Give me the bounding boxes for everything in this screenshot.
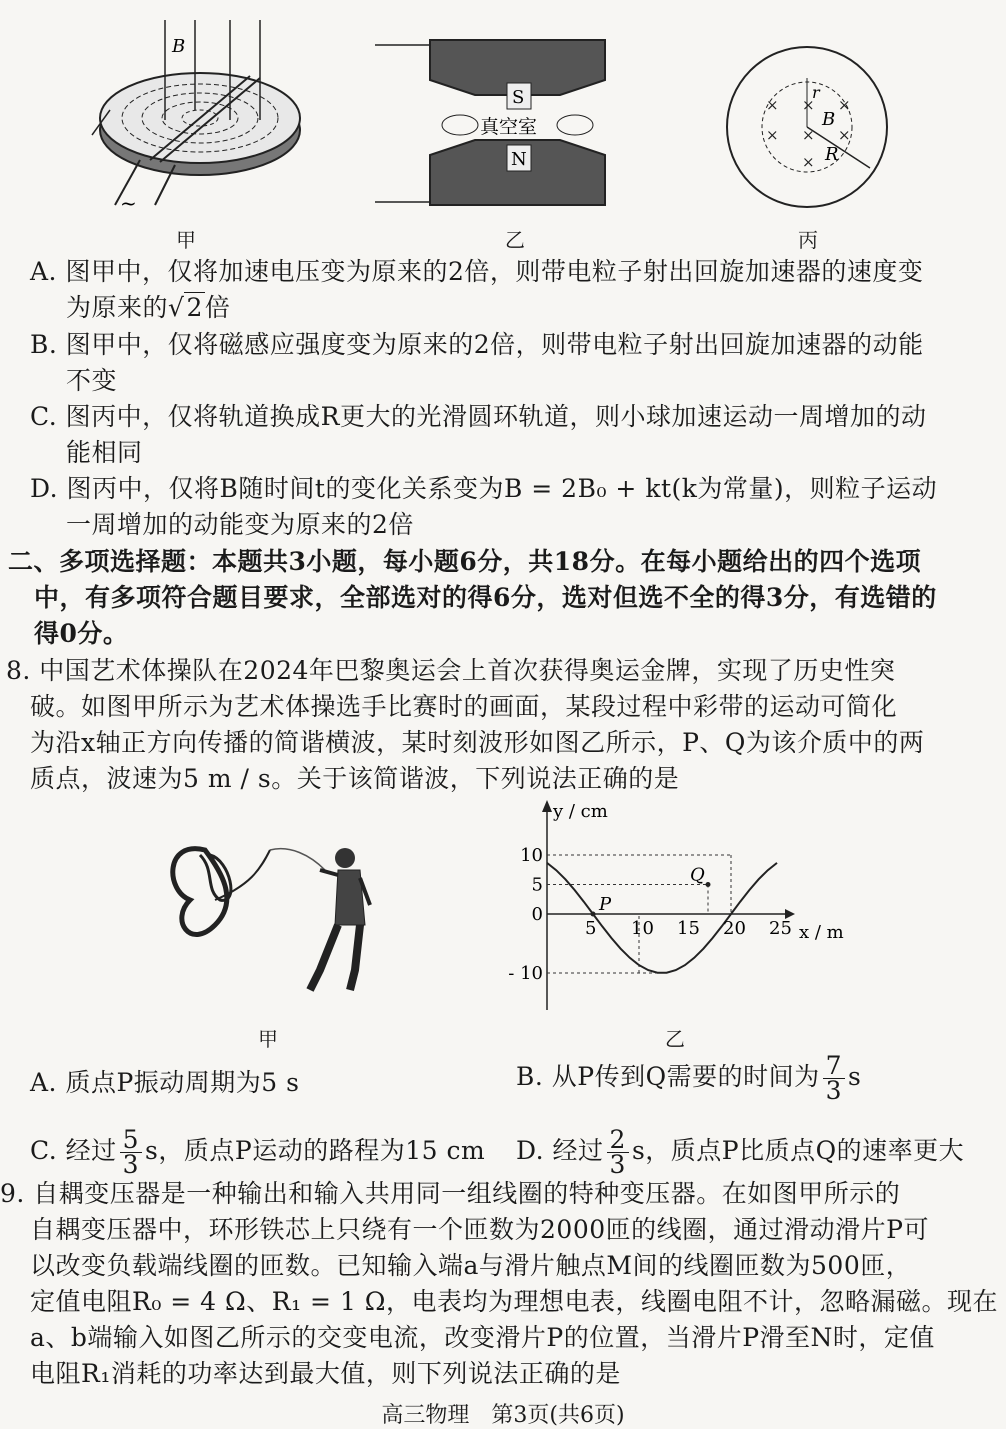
betatron-label-vacuum: 真空室: [480, 116, 538, 138]
q7-option-a-line2: [66, 291, 230, 325]
svg-text:×: ×: [802, 96, 815, 114]
q8-c-pre: C. 经过: [30, 1136, 117, 1165]
point-Q: [706, 882, 711, 887]
q8-b-fraction: [823, 1051, 845, 1105]
q7-option-c-line1: C. 图丙中，仅将轨道换成R更大的光滑圆环轨道，则小球加速运动一周增加的动: [30, 402, 927, 431]
x-tick-label-2: 15: [677, 918, 700, 939]
q9-line6: 电阻R₁消耗的功率达到最大值，则下列说法正确的是: [30, 1359, 621, 1388]
svg-text:×: ×: [838, 126, 851, 144]
betatron-label-S: S: [512, 87, 525, 108]
q7-option-c-line2: 能相同: [66, 438, 143, 467]
q7-a-pre: 为原来的: [66, 293, 169, 322]
page-footer: 高三物理 第3页(共6页): [381, 1403, 625, 1428]
x-tick-label-3: 20: [723, 918, 746, 939]
ring-label-R: R: [825, 144, 839, 165]
q8-line1: 8. 中国艺术体操队在2024年巴黎奥运会上首次获得奥运金牌，实现了历史性突: [6, 656, 896, 685]
q8-fig-caption-jia: 甲: [258, 1027, 278, 1051]
q8-option-a: A. 质点P振动周期为5 s: [30, 1068, 300, 1097]
y-axis-label: y / cm: [553, 801, 608, 822]
section2-line2: 中，有多项符合题目要求，全部选对的得6分，选对但选不全的得3分，有选错的: [34, 583, 937, 612]
gymnast-illustration: [160, 830, 390, 1000]
x-tick-label-1: 10: [631, 918, 654, 939]
q8-c-post: s，质点P运动的路程为15 cm: [145, 1136, 486, 1165]
fig-caption-yi: 乙: [505, 228, 525, 252]
svg-text:×: ×: [802, 153, 815, 171]
point-P: [591, 912, 596, 917]
svg-text:×: ×: [766, 96, 779, 114]
figure-cyclotron: [80, 10, 320, 220]
svg-text:×: ×: [802, 126, 815, 144]
q8-b-num: 7: [823, 1054, 845, 1079]
q9-line5: a、b端输入如图乙所示的交变电流，改变滑片P的位置，当滑片P滑至N时，定值: [30, 1323, 935, 1352]
q9-line3: 以改变负载端线圈的匝数。已知输入端a与滑片触点M间的线圈匝数为500匝，: [30, 1251, 912, 1280]
y-tick-label-0: 10: [520, 845, 543, 866]
x-axis-label: x / m: [799, 922, 844, 943]
svg-text:×: ×: [838, 96, 851, 114]
q7-option-d-line1: D. 图丙中，仅将B随时间t的变化关系变为B = 2B₀ + kt(k为常量)，则粒子运动: [30, 474, 938, 503]
sqrt-value: 2: [186, 293, 203, 322]
q8-d-den: 3: [609, 1150, 626, 1179]
q8-b-pre: B. 从P传到Q需要的时间为: [516, 1062, 820, 1091]
q8-c-den: 3: [122, 1150, 140, 1179]
figure-betatron: [375, 25, 615, 225]
q7-a-post: 倍: [204, 293, 231, 322]
q8-d-fraction: [607, 1125, 629, 1179]
cyclotron-label-B: B: [172, 36, 186, 57]
q8-option-c: [30, 1125, 486, 1179]
q9-line1: 9. 自耦变压器是一种输出和输入共用同一组线圈的特种变压器。在如图甲所示的: [0, 1179, 901, 1208]
q7-option-b-line1: B. 图甲中，仅将磁感应强度变为原来的2倍，则带电粒子射出回旋加速器的动能: [30, 330, 924, 359]
q8-d-pre: D. 经过: [516, 1136, 604, 1165]
q8-b-den: 3: [825, 1076, 842, 1105]
cyclotron-label-tilde: ~: [120, 191, 137, 215]
q8-c-num: 5: [120, 1128, 142, 1153]
x-tick-label-4: 25: [769, 918, 792, 939]
q8-option-b: [516, 1051, 862, 1105]
y-tick-label-1: 5: [531, 874, 543, 896]
fig-caption-bing: 丙: [798, 228, 818, 252]
q8-c-fraction: [120, 1125, 142, 1179]
y-tick-label-3: - 10: [508, 963, 543, 984]
section2-line3: 得0分。: [34, 619, 129, 648]
point-P-label: P: [599, 894, 612, 915]
fig-caption-jia: 甲: [176, 228, 196, 252]
q8-b-post: s: [848, 1062, 862, 1091]
q8-d-num: 2: [607, 1128, 629, 1153]
sqrt-symbol: √: [168, 293, 185, 322]
q8-line2: 破。如图甲所示为艺术体操选手比赛时的画面，某段过程中彩带的运动可简化: [30, 692, 898, 721]
betatron-label-N: N: [511, 149, 527, 170]
q9-line4: 定值电阻R₀ = 4 Ω、R₁ = 1 Ω，电表均为理想电表，线圈电阻不计，忽略漏磁。现在: [30, 1287, 999, 1316]
q8-d-post: s，质点P比质点Q的速率更大: [631, 1136, 965, 1165]
q7-option-d-line2: 一周增加的动能变为原来的2倍: [66, 510, 414, 539]
svg-text:×: ×: [766, 126, 779, 144]
ring-label-r: r: [812, 83, 820, 102]
q7-option-b-line2: 不变: [66, 366, 118, 395]
q8-line4: 质点，波速为5 m / s。关于该简谐波，下列说法正确的是: [30, 764, 680, 793]
y-tick-label-2: 0: [531, 904, 543, 925]
q8-line3: 为沿x轴正方向传播的简谐横波，某时刻波形如图乙所示，P、Q为该介质中的两: [30, 728, 925, 757]
q9-line2: 自耦变压器中，环形铁芯上只绕有一个匝数为2000匝的线圈，通过滑动滑片P可: [30, 1215, 929, 1244]
q7-option-a-line1: A. 图甲中，仅将加速电压变为原来的2倍，则带电粒子射出回旋加速器的速度变: [30, 257, 924, 286]
section2-line1: 二、多项选择题：本题共3小题，每小题6分，共18分。在每小题给出的四个选项: [8, 547, 922, 576]
point-Q-label: Q: [690, 864, 705, 886]
ring-label-B: B: [822, 109, 836, 130]
x-tick-label-0: 5: [585, 918, 597, 939]
q8-option-d: [516, 1125, 965, 1179]
wave-chart: [495, 795, 865, 1020]
figure-ring: [722, 40, 892, 215]
q8-fig-caption-yi: 乙: [665, 1027, 685, 1051]
